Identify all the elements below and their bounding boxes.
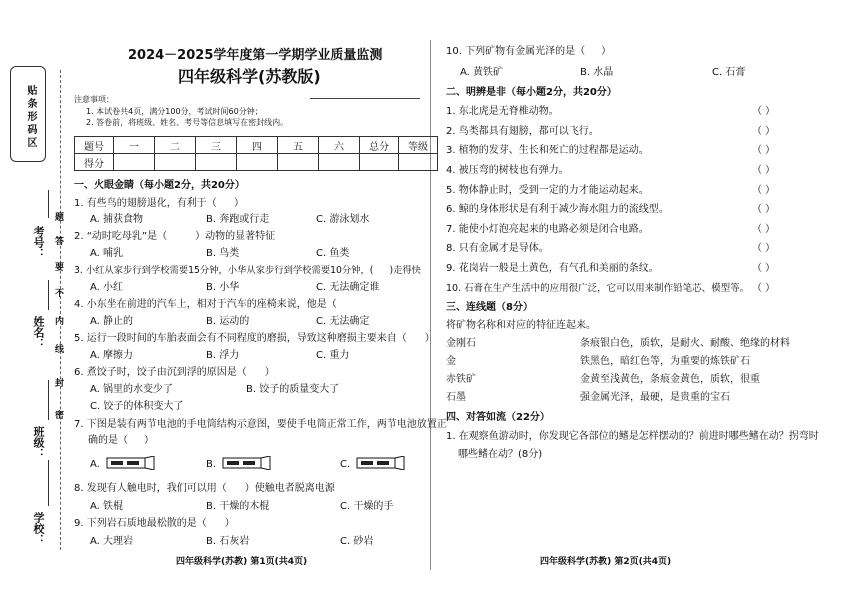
option[interactable]: A. 锅里的水变少了 — [90, 384, 174, 395]
tf-answer[interactable]: （ ） — [752, 243, 776, 254]
section3-instruction: 将矿物名称和对应的特征连起来。 — [446, 320, 596, 331]
tf-item: 8. 只有金属才是导体。 — [446, 243, 549, 254]
answer-paren[interactable]: ） — [234, 198, 244, 209]
option[interactable]: B. 浮力 — [206, 350, 240, 361]
option[interactable]: B. 小华 — [206, 282, 240, 293]
option[interactable]: C. 游泳划水 — [316, 214, 370, 225]
option[interactable]: C. 干燥的手 — [340, 501, 394, 512]
seal-char: 线 — [53, 344, 63, 353]
question-5 — [74, 333, 435, 345]
tf-answer[interactable]: （ ） — [752, 283, 776, 294]
option[interactable]: A. 大理岩 — [90, 536, 134, 547]
tf-item: 3. 植物的发芽、生长和死亡的过程都是运动。 — [446, 145, 649, 156]
question-4: 4. 小东坐在前进的汽车上，相对于汽车的座椅来说，他是（ — [74, 299, 337, 310]
score-input[interactable] — [278, 154, 319, 171]
feature-item[interactable]: 金黄至浅黄色，条痕金黄色，质软，很重 — [580, 374, 760, 385]
q2-text: 2. “动时吃母乳”是（ — [74, 231, 168, 242]
page-divider — [430, 40, 431, 570]
tf-item: 10. 石膏在生产生活中的应用很广泛，它可以用来制作铅笔芯、模型等。 — [446, 283, 750, 294]
score-cell: 三 — [196, 137, 237, 154]
seal-char: 内 — [53, 316, 63, 325]
question-2 — [74, 231, 275, 243]
q7-text-after: ） — [144, 435, 154, 446]
q5-text: 5. 运行一段时间的车胎表面会有不同程度的磨损，导致这种磨损主要来自（ — [74, 333, 407, 344]
question-6 — [74, 367, 275, 379]
tf-item: 1. 东北虎是无脊椎动物。 — [446, 106, 559, 117]
question-1: 1. 有些鸟的翅膀退化，有利于（ — [74, 198, 217, 209]
q7-text: 确的是（ — [88, 435, 128, 446]
tf-answer[interactable]: （ ） — [752, 185, 776, 196]
option[interactable]: B. 饺子的质量变大了 — [246, 384, 340, 395]
score-input[interactable] — [360, 154, 399, 171]
q6-text: 6. 煮饺子时，饺子由沉到浮的原因是（ — [74, 367, 247, 378]
score-value-row — [75, 154, 438, 171]
score-cell: 得分 — [75, 154, 114, 171]
option[interactable]: C. 鱼类 — [316, 248, 350, 259]
tf-answer[interactable]: （ ） — [752, 165, 776, 176]
notes-rule — [310, 98, 420, 99]
option[interactable]: B. 水晶 — [580, 67, 614, 78]
score-cell: 一 — [114, 137, 155, 154]
option[interactable]: C. 砂岩 — [340, 536, 374, 547]
tf-answer[interactable]: （ ） — [752, 106, 776, 117]
feature-item[interactable]: 强金属光泽，最硬，是贵重的宝石 — [580, 392, 730, 403]
score-cell: 五 — [278, 137, 319, 154]
tf-answer[interactable]: （ ） — [752, 126, 776, 137]
score-input[interactable] — [237, 154, 278, 171]
flashlight-diagram-c[interactable] — [356, 456, 406, 470]
note-item: 1. 本试卷共4页，满分100分，考试时间60分钟； — [86, 107, 263, 116]
seal-char: 封 — [53, 378, 63, 387]
feature-item[interactable]: 铁黑色，暗红色等，为重要的炼铁矿石 — [580, 356, 750, 367]
section2-heading: 二、明辨是非（每小题2分，共20分） — [446, 87, 617, 98]
question-9 — [74, 518, 235, 530]
tf-item: 6. 鲸的身体形状是有利于减少海水阻力的流线型。 — [446, 204, 669, 215]
seal-char: 不 — [53, 288, 63, 297]
option[interactable]: B. 鸟类 — [206, 248, 240, 259]
mineral-item[interactable]: 赤铁矿 — [446, 374, 476, 385]
barcode-label: 贴条形码区 — [25, 85, 36, 150]
score-cell: 四 — [237, 137, 278, 154]
notes-heading: 注意事项： — [74, 95, 114, 104]
score-input[interactable] — [399, 154, 438, 171]
option[interactable]: A. 小红 — [90, 282, 124, 293]
notes-box — [72, 88, 422, 128]
option[interactable]: A. 哺乳 — [90, 248, 124, 259]
flashlight-diagram-a[interactable] — [106, 456, 156, 470]
option[interactable]: A. 黄铁矿 — [460, 67, 504, 78]
q10-text-after: ） — [601, 46, 612, 57]
option[interactable]: C. 饺子的体积变大了 — [90, 401, 184, 412]
option[interactable]: C. 无法确定 — [316, 316, 370, 327]
tf-item: 2. 鸟类都具有翅膀，都可以飞行。 — [446, 126, 599, 137]
option[interactable]: A. 静止的 — [90, 316, 134, 327]
option[interactable]: C. 重力 — [316, 350, 350, 361]
answer-area[interactable] — [446, 468, 796, 548]
class-label: 班级： — [32, 426, 45, 459]
seal-char: 答 — [53, 236, 63, 245]
exam-number-label: 考号： — [32, 226, 45, 259]
seal-char: 要 — [53, 262, 63, 271]
score-cell: 六 — [319, 137, 360, 154]
q3-text-after: )走得快 — [389, 265, 421, 276]
option[interactable]: C. 石膏 — [712, 67, 746, 78]
option[interactable]: C. — [340, 459, 351, 470]
question-10 — [446, 46, 611, 58]
option[interactable]: A. 铁棍 — [90, 501, 124, 512]
section1-heading: 一、火眼金睛（每小题2分，共20分） — [74, 180, 245, 191]
tf-item: 5. 物体静止时，受到一定的力才能运动起来。 — [446, 185, 649, 196]
page-footer-1: 四年级科学(苏教) 第1页(共4页) — [176, 557, 308, 567]
binding-gutter — [0, 0, 66, 608]
q3-text: 3. 小红从家步行到学校需要15分钟，小华从家步行到学校需要10分钟，( — [74, 265, 374, 276]
score-cell: 等级 — [399, 137, 438, 154]
barcode-area — [10, 66, 46, 162]
tf-item: 4. 被压弯的树枝也有弹力。 — [446, 165, 569, 176]
q10-text: 10. 下列矿物有金属光泽的是（ — [446, 46, 586, 57]
class-line[interactable] — [48, 380, 49, 420]
q9-text-after: ） — [224, 518, 235, 529]
exam-title: 2024－2025学年度第一学期学业质量监测 — [128, 48, 383, 63]
score-header-row — [75, 137, 438, 154]
mineral-item[interactable]: 金 — [446, 356, 456, 367]
option[interactable]: B. — [206, 459, 217, 470]
option[interactable]: B. 奔跑或行走 — [206, 214, 270, 225]
option[interactable]: B. 石灰岩 — [206, 536, 250, 547]
mineral-item[interactable]: 石墨 — [446, 392, 466, 403]
flashlight-diagram-b[interactable] — [222, 456, 272, 470]
tf-item: 9. 花岗岩一般是土黄色，有气孔和美丽的条纹。 — [446, 263, 659, 274]
score-table — [74, 136, 438, 171]
tf-answer[interactable]: （ ） — [752, 145, 776, 156]
page-footer-2: 四年级科学(苏教) 第2页(共4页) — [540, 557, 672, 567]
tf-answer[interactable]: （ ） — [752, 204, 776, 215]
exam-number-line[interactable] — [48, 190, 49, 218]
score-cell: 二 — [155, 137, 196, 154]
option[interactable]: A. 捕获食物 — [90, 214, 144, 225]
q8-text-after: ）使触电者脱离电源 — [244, 483, 335, 494]
tf-item: 7. 能使小灯泡亮起来的电路必须是闭合电路。 — [446, 224, 649, 235]
school-line[interactable] — [48, 460, 49, 506]
tf-answer[interactable]: （ ） — [752, 263, 776, 274]
section4-heading: 四、对答如流（22分） — [446, 412, 550, 423]
option[interactable]: B. 干燥的木棍 — [206, 501, 270, 512]
score-cell: 题号 — [75, 137, 114, 154]
score-input[interactable] — [114, 154, 155, 171]
tf-answer[interactable]: （ ） — [752, 224, 776, 235]
q9-text: 9. 下列岩石质地最松散的是（ — [74, 518, 207, 529]
option[interactable]: C. 无法确定谁 — [316, 282, 380, 293]
question-3 — [74, 265, 421, 277]
seal-line — [60, 70, 61, 550]
note-item: 2. 答卷前，将班级、姓名、考号等信息填写在密封线内。 — [86, 118, 289, 127]
q5-text-after: ） — [424, 333, 435, 344]
score-input[interactable] — [196, 154, 237, 171]
q8-text: 8. 发现有人触电时，我们可以用（ — [74, 483, 227, 494]
score-input[interactable] — [155, 154, 196, 171]
score-cell: 总分 — [360, 137, 399, 154]
name-label: 姓名： — [32, 316, 45, 349]
seal-char: 题 — [53, 212, 63, 221]
school-label: 学校： — [32, 512, 45, 545]
essay-question-1-line2: 哪些鳍在动？(8分) — [458, 449, 543, 460]
question-7-line2 — [88, 435, 154, 447]
option[interactable]: A. — [90, 459, 100, 470]
name-line[interactable] — [48, 280, 49, 310]
option[interactable]: B. 运动的 — [206, 316, 250, 327]
essay-question-1: 1. 在观察鱼游动时，你发现它各部位的鳍是怎样摆动的？前进时哪些鳍在动？拐弯时 — [446, 431, 819, 442]
option[interactable]: A. 摩擦力 — [90, 350, 134, 361]
question-7-line1: 7. 下图是装有两节电池的手电筒结构示意图，要使手电筒正常工作，两节电池放置正 — [74, 419, 447, 430]
seal-char: 密 — [53, 410, 63, 419]
feature-item[interactable]: 条痕银白色，质软，是耐火、耐酸、绝缘的材料 — [580, 338, 790, 349]
q6-text-after: ） — [264, 367, 275, 378]
q2-text-after: ）动物的显著特征 — [195, 231, 276, 242]
question-8 — [74, 483, 335, 495]
score-input[interactable] — [319, 154, 360, 171]
section3-heading: 三、连线题（8分） — [446, 302, 533, 313]
mineral-item[interactable]: 金刚石 — [446, 338, 476, 349]
subject-title: 四年级科学(苏教版) — [178, 67, 321, 86]
